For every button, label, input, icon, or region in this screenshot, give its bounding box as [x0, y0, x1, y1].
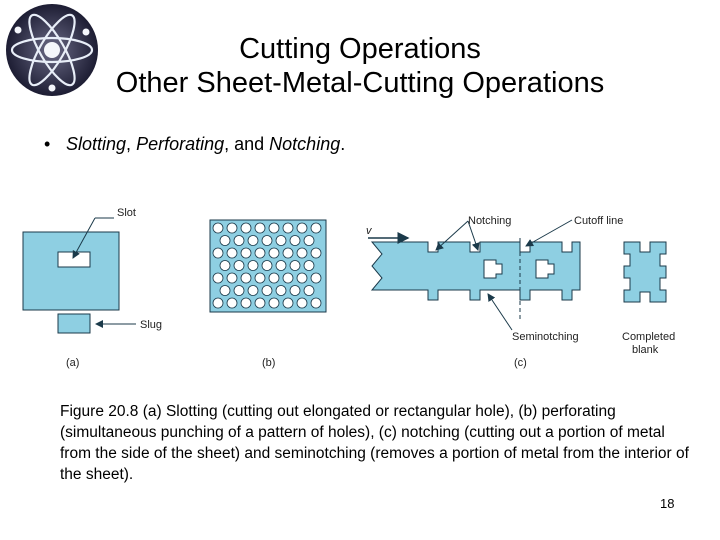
- term-slotting: Slotting: [66, 134, 127, 154]
- perforation-hole: [241, 273, 251, 283]
- perforation-hole: [248, 236, 258, 246]
- perforation-hole: [304, 236, 314, 246]
- perforation-hole: [234, 236, 244, 246]
- panel-b-perforating: [210, 220, 326, 369]
- perforation-hole: [276, 236, 286, 246]
- perforation-hole: [213, 223, 223, 233]
- perforation-hole: [283, 298, 293, 308]
- perforation-hole: [297, 273, 307, 283]
- bullet-dot: •: [44, 134, 51, 154]
- title-line-2: Other Sheet-Metal-Cutting Operations: [115, 67, 605, 99]
- perforation-hole: [269, 298, 279, 308]
- cutoff-line-label: Cutoff line: [574, 215, 624, 227]
- perforation-hole: [213, 298, 223, 308]
- perforation-hole: [283, 223, 293, 233]
- perforation-hole: [276, 286, 286, 296]
- perforation-hole: [269, 273, 279, 283]
- perforation-hole: [255, 248, 265, 258]
- perforation-hole: [213, 248, 223, 258]
- perforation-hole: [276, 261, 286, 271]
- panel-c-notching: [366, 215, 675, 369]
- perforation-hole: [269, 248, 279, 258]
- perforation-hole: [304, 261, 314, 271]
- slug-piece: [58, 314, 90, 333]
- perforation-hole: [297, 223, 307, 233]
- slot-label: Slot: [117, 207, 136, 219]
- perforation-hole: [213, 273, 223, 283]
- perforation-hole: [220, 236, 230, 246]
- perforation-hole: [262, 236, 272, 246]
- perforation-hole: [283, 273, 293, 283]
- perforation-hole: [255, 298, 265, 308]
- panel-a-slotting: [23, 207, 162, 369]
- slot-hole: [58, 252, 90, 267]
- perforation-hole: [255, 273, 265, 283]
- notching-label: Notching: [468, 215, 512, 227]
- term-notching: Notching: [269, 134, 341, 154]
- perforation-hole: [311, 248, 321, 258]
- perforation-hole: [283, 248, 293, 258]
- perforation-hole: [220, 261, 230, 271]
- panel-b-label: (b): [262, 357, 276, 369]
- perforation-hole: [304, 286, 314, 296]
- perforation-hole: [248, 261, 258, 271]
- sheet-with-slot: [23, 232, 119, 310]
- perforation-hole: [290, 236, 300, 246]
- perforation-hole: [262, 261, 272, 271]
- perforation-hole: [227, 223, 237, 233]
- title-line-1: Cutting Operations: [239, 33, 481, 65]
- perforation-hole: [234, 286, 244, 296]
- perforation-hole: [311, 298, 321, 308]
- completed-blank-label-2: blank: [632, 344, 659, 356]
- perforation-hole: [234, 261, 244, 271]
- bullet-item: • Slotting, Perforating, and Notching.: [44, 134, 346, 154]
- page-number: 18: [660, 496, 675, 511]
- perforation-hole: [290, 261, 300, 271]
- slide-title: [60, 32, 660, 100]
- panel-c-label: (c): [514, 357, 527, 369]
- perforation-hole: [227, 273, 237, 283]
- completed-blank: [624, 242, 666, 302]
- panel-a-label: (a): [66, 357, 80, 369]
- slug-label: Slug: [140, 319, 163, 331]
- perforation-hole: [241, 248, 251, 258]
- perforation-hole: [227, 248, 237, 258]
- perforation-hole: [241, 223, 251, 233]
- perforation-hole: [220, 286, 230, 296]
- perforation-hole: [262, 286, 272, 296]
- perforation-hole: [227, 298, 237, 308]
- perforation-hole: [297, 298, 307, 308]
- perforation-hole: [311, 273, 321, 283]
- seminotching-label: Seminotching: [512, 331, 579, 343]
- completed-blank-label: Completed: [622, 331, 676, 343]
- perforation-hole: [248, 286, 258, 296]
- figure-caption: Figure 20.8 (a) Slotting (cutting out elongated or rectangular hole), (b) perforating (simultaneous punching of a pattern of holes), (c) notching (cutting out a portion of metal from the side of the sheet) and seminotching (removes a portion of metal from the interior of the sheet).: [60, 403, 689, 483]
- perforation-hole: [311, 223, 321, 233]
- perforation-hole: [255, 223, 265, 233]
- term-perforating: Perforating: [136, 134, 225, 154]
- velocity-label: v: [366, 225, 372, 237]
- perforation-hole: [297, 248, 307, 258]
- perforation-hole: [241, 298, 251, 308]
- figure-20-8: [0, 190, 720, 380]
- perforation-hole: [269, 223, 279, 233]
- perforation-hole: [290, 286, 300, 296]
